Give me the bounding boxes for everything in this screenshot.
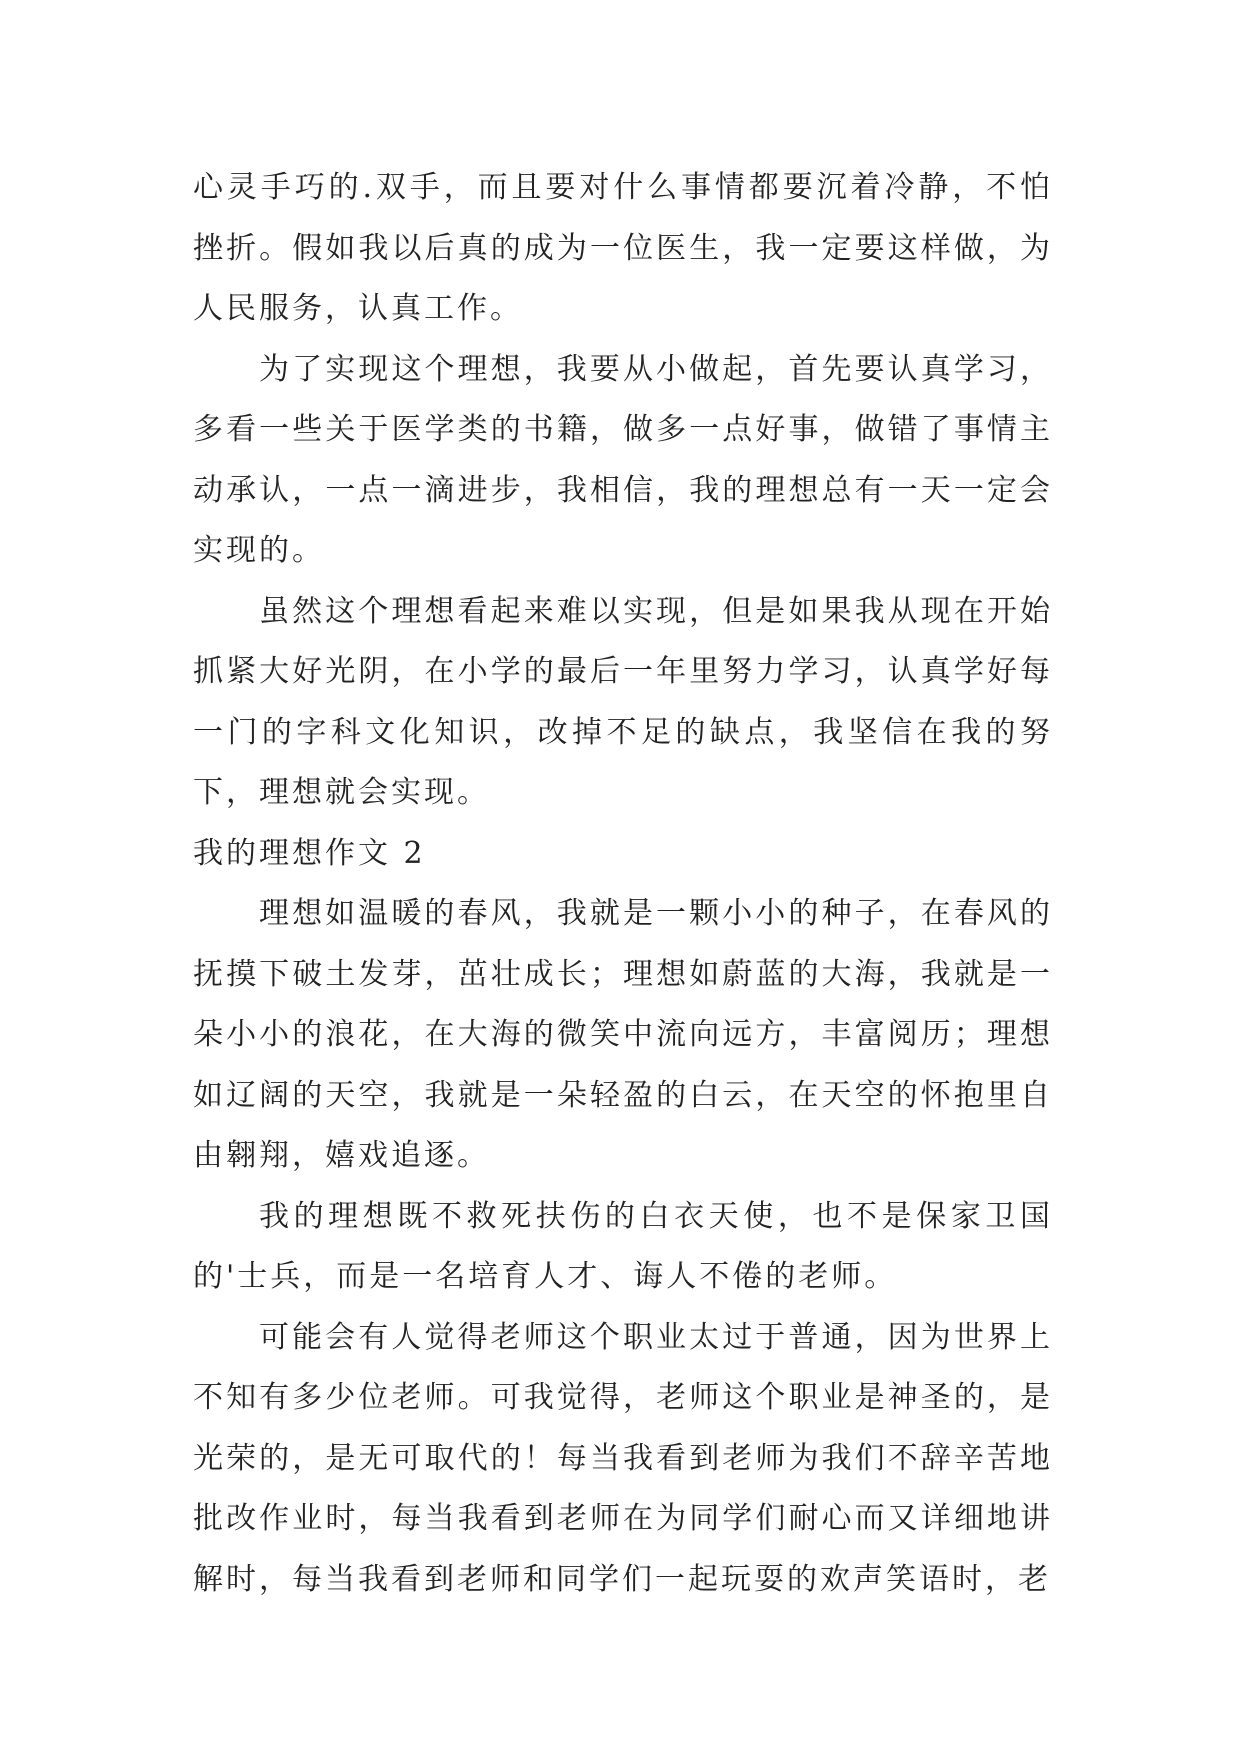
paragraph-2: 为了实现这个理想，我要从小做起，首先要认真学习，多看一些关于医学类的书籍，做多一点好事，做错了事情主动承认，一点一滴进步，我相信，我的理想总有一天一定会实现的。 xyxy=(193,351,1053,568)
section-paragraph-3: 可能会有人觉得老师这个职业太过于普通，因为世界上不知有多少位老师。可我觉得，老师这个职业是神圣的，是光荣的，是无可取代的！每当我看到老师为我们不辞辛苦地批改作业时，每当我看到老师在为同学们耐心而又详细地讲解时，每当我看到老师和同学们一起玩耍的欢声笑语时，老 xyxy=(193,1319,1053,1597)
section-paragraph-1: 理想如温暖的春风，我就是一颗小小的种子，在春风的抚摸下破土发芽，茁壮成长；理想如蔚蓝的大海，我就是一朵小小的浪花，在大海的微笑中流向远方，丰富阅历；理想如辽阔的天空，我就是一朵轻盈的白云，在天空的怀抱里自由翱翔，嬉戏追逐。 xyxy=(193,896,1053,1173)
paragraph-1: 心灵手巧的.双手，而且要对什么事情都要沉着冷静，不怕挫折。假如我以后真的成为一位医生，我一定要这样做，为人民服务，认真工作。 xyxy=(193,170,1053,326)
paragraph-3: 虽然这个理想看起来难以实现，但是如果我从现在开始抓紧大好光阴，在小学的最后一年里努力学习，认真学好每一门的字科文化知识，改掉不足的缺点，我坚信在我的努下，理想就会实现。 xyxy=(193,593,1053,810)
section-paragraph-2: 我的理想既不救死扶伤的白衣天使，也不是保家卫国的'士兵，而是一名培育人才、诲人不倦的老师。 xyxy=(193,1198,1053,1294)
section-title: 我的理想作文 2 xyxy=(193,835,426,871)
document-page xyxy=(193,158,1053,1610)
